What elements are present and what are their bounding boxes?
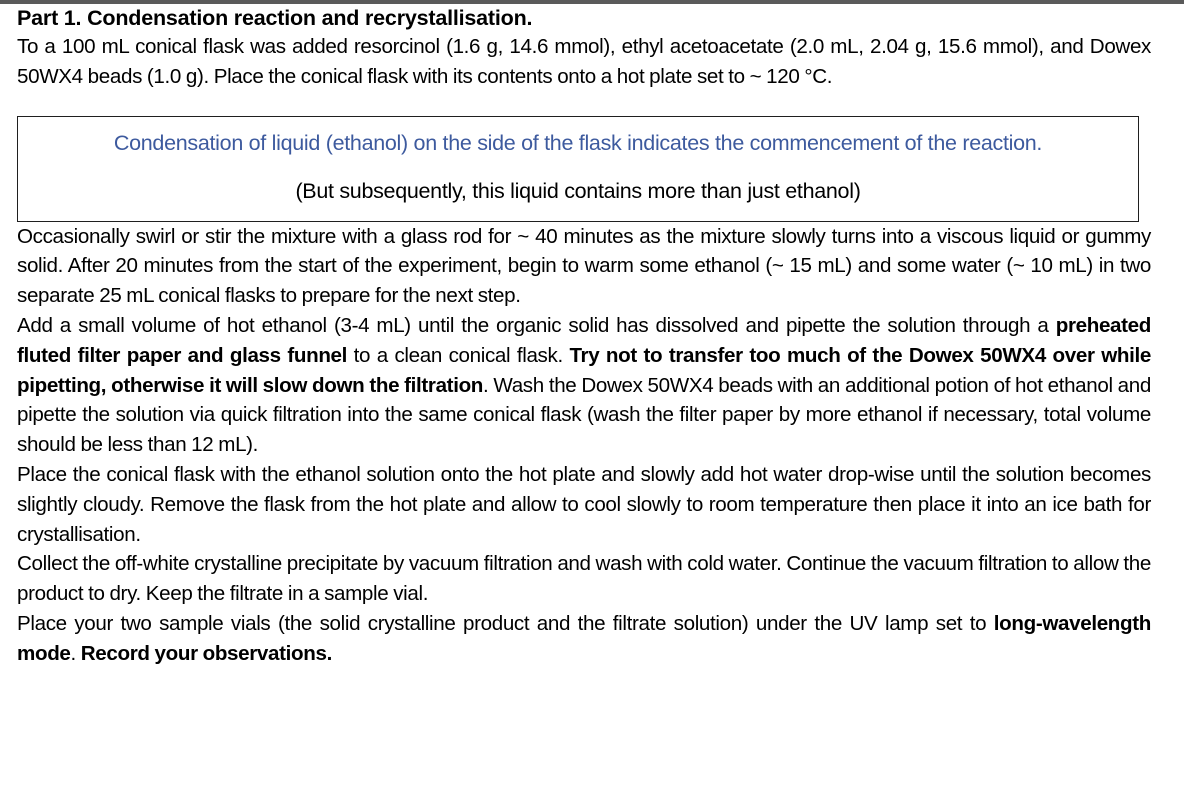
paragraph-reagents: To a 100 mL conical flask was added resorcinol (1.6 g, 14.6 mmol), ethyl acetoacetate (2.0 mL, 2.04 g, 15.6 mmol), and Dowex 50WX4 beads (1.0 g). Place the conical flask with its contents onto a hot plate set to ~ 120 °C.	[17, 35, 1151, 88]
filtration-text-3: . Wash the Dowex 50WX4 beads with an additional potion of hot ethanol and pipette the solution via quick filtration into the same conical flask (wash the filter paper by more ethanol if necessary, total volume should be less than 12 mL).	[17, 373, 1151, 457]
uv-bold-1: long-wavelength mode	[17, 611, 1151, 665]
document-page	[17, 4, 1151, 669]
uv-text-1: Place your two sample vials (the solid crystalline product and the filtrate solution) under the UV lamp set to	[17, 611, 994, 635]
note-box	[17, 116, 1139, 222]
filtration-text-1: Add a small volume of hot ethanol (3-4 mL) until the organic solid has dissolved and pipette the solution through a	[17, 313, 1056, 337]
paragraph-uv	[17, 609, 1151, 669]
uv-text-2: .	[70, 641, 81, 665]
note-line-condensation: Condensation of liquid (ethanol) on the side of the flask indicates the commencement of the reaction.	[113, 130, 1043, 155]
paragraph-crystallisation: Place the conical flask with the ethanol solution onto the hot plate and slowly add hot water drop-wise until the solution becomes slightly cloudy. Remove the flask from the hot plate and allow to cool slowly to room temperature then place it into an ice bath for crystallisation.	[17, 462, 1151, 546]
uv-bold-2: Record your observations.	[80, 641, 332, 665]
paragraph-filtration	[17, 311, 1151, 460]
filtration-text-2: to a clean conical flask.	[347, 343, 570, 367]
note-line-ethanol: (But subsequently, this liquid contains more than just ethanol)	[295, 178, 861, 203]
paragraph-collect: Collect the off-white crystalline precipitate by vacuum filtration and wash with cold water. Continue the vacuum filtration to allow the product to dry. Keep the filtrate in a sample vial.	[17, 552, 1151, 606]
paragraph-swirl: Occasionally swirl or stir the mixture with a glass rod for ~ 40 minutes as the mixture slowly turns into a viscous liquid or gummy solid. After 20 minutes from the start of the experiment, begin to warm some ethanol (~ 15 mL) and some water (~ 10 mL) in two separate 25 mL conical flasks to prepare for the next step.	[17, 224, 1151, 308]
section-heading: Part 1. Condensation reaction and recrystallisation.	[17, 6, 533, 30]
filtration-bold-2: Try not to transfer too much of the Dowex 50WX4 over while pipetting, otherwise it will slow down the filtration	[17, 343, 1151, 397]
filtration-bold-1: preheated fluted filter paper and glass funnel	[17, 313, 1151, 367]
